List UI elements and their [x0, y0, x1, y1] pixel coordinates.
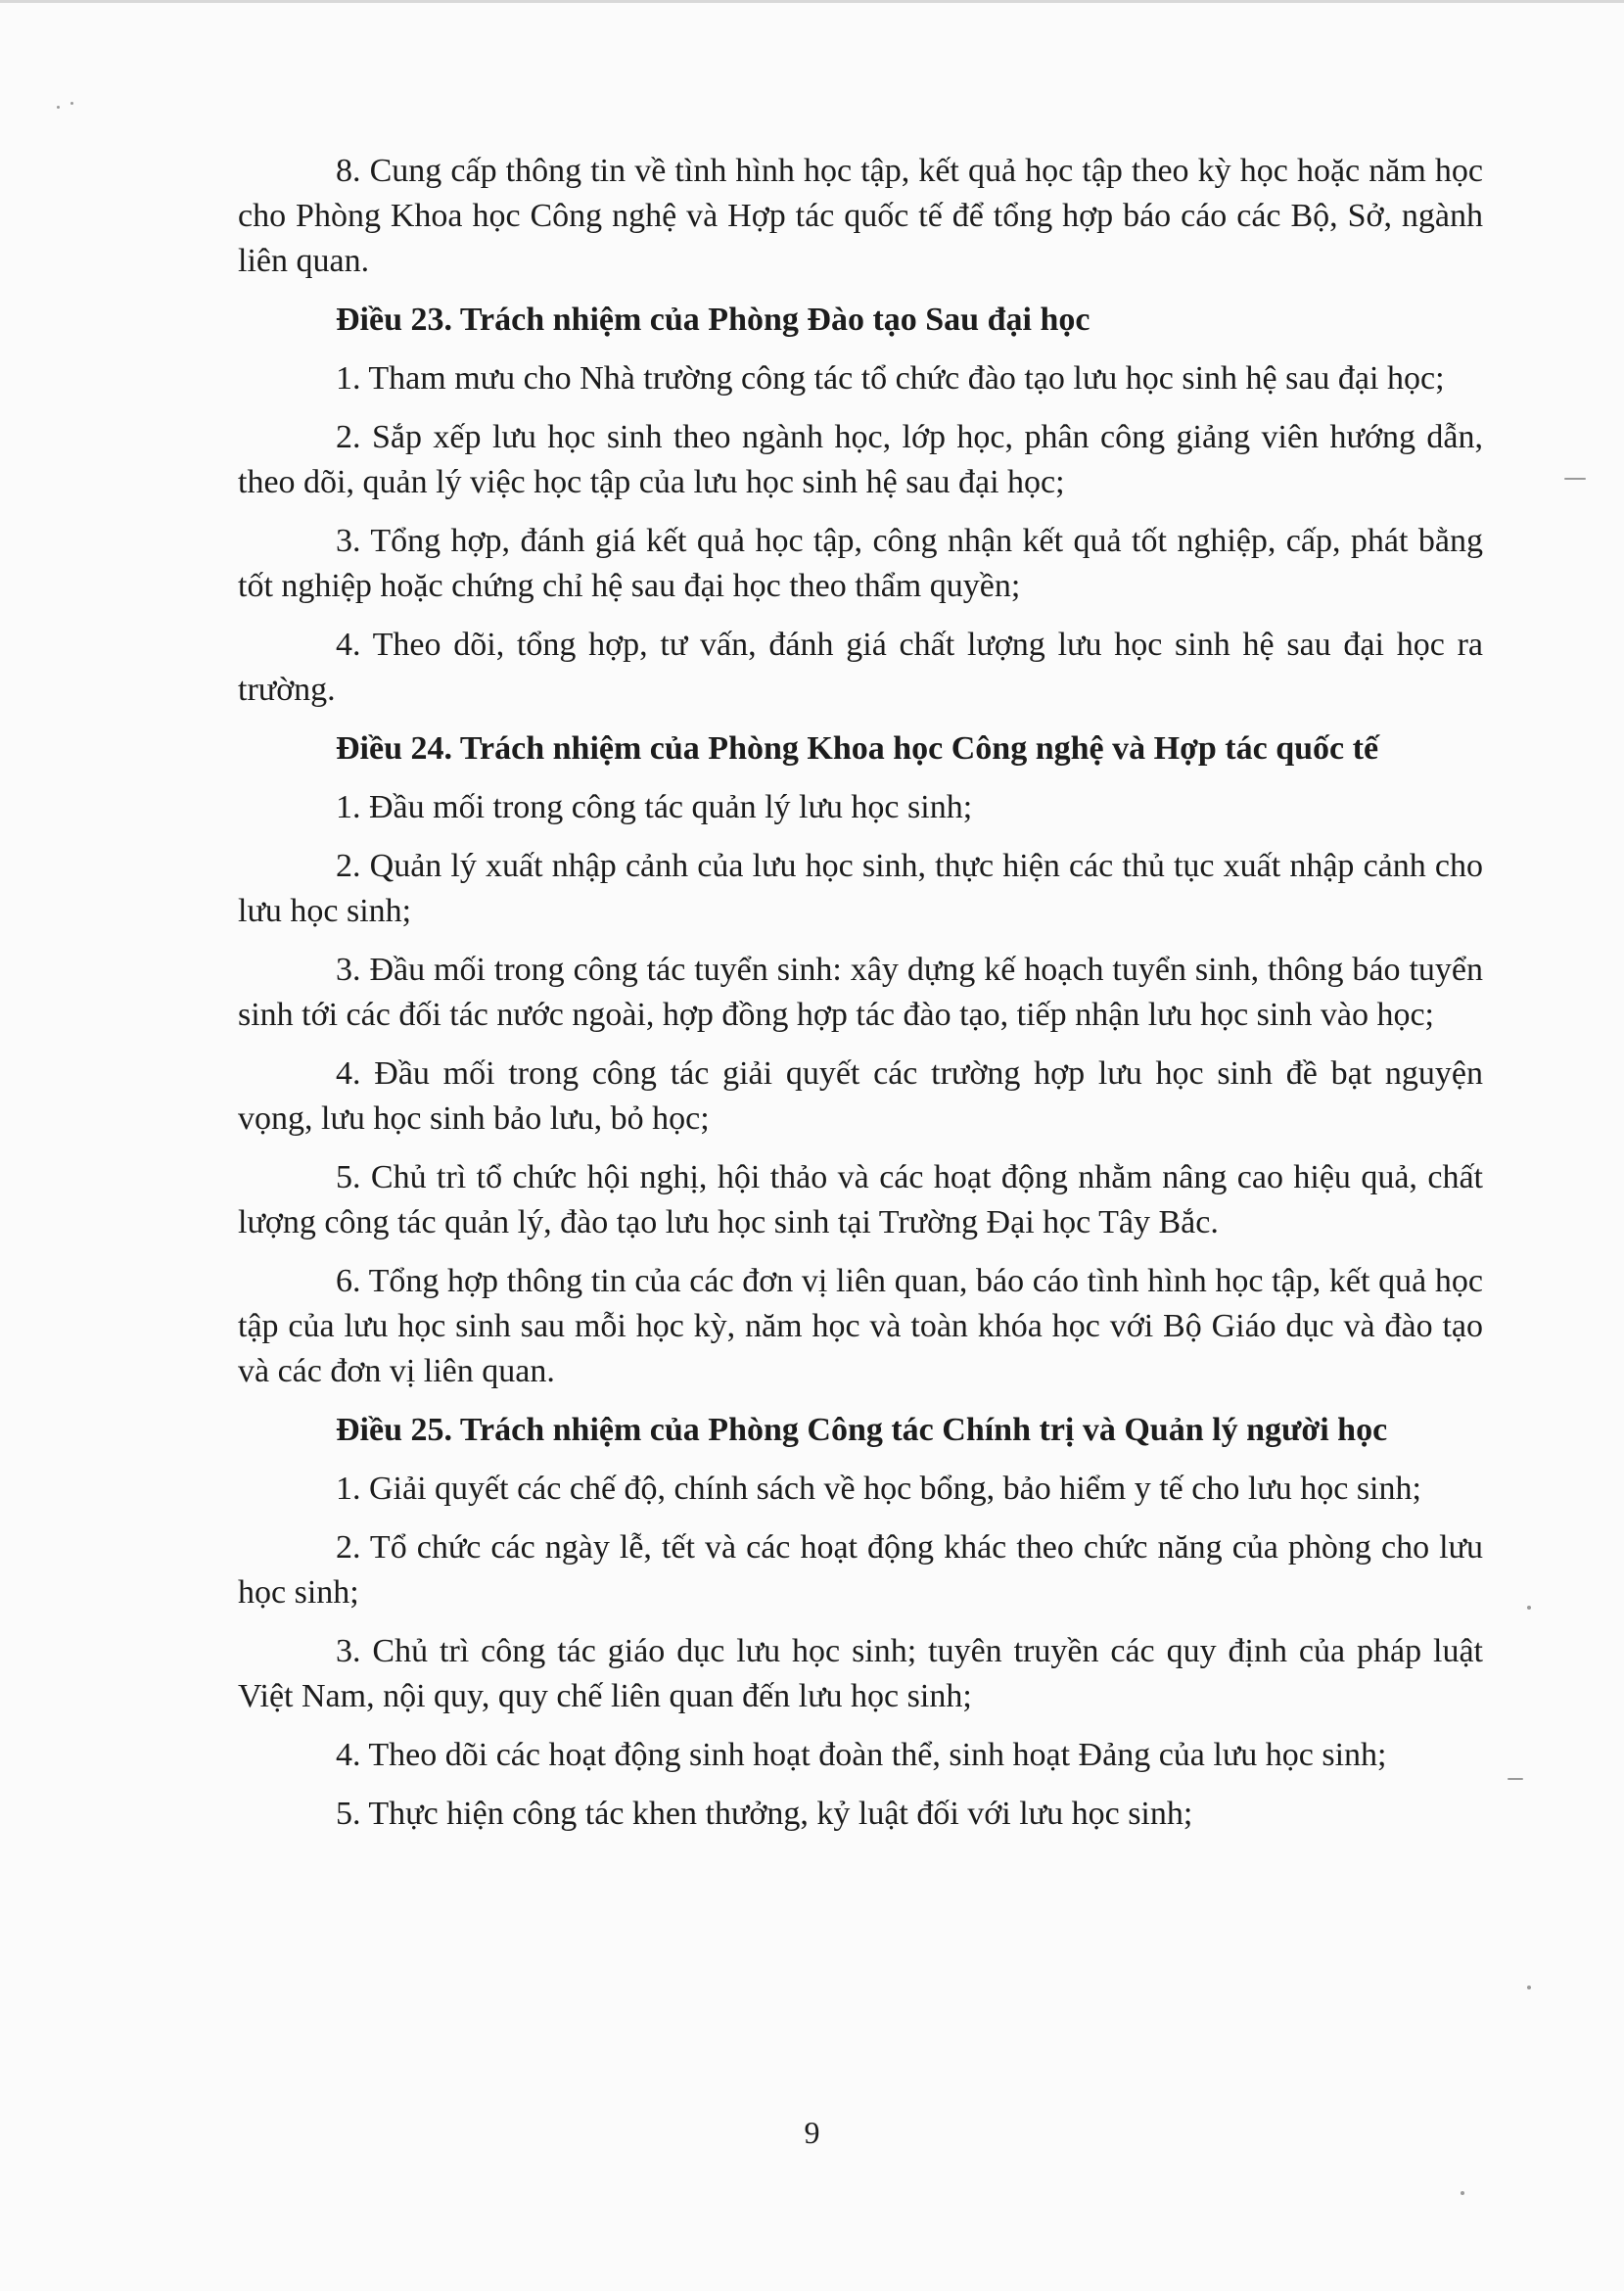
- scan-speck: [1527, 1606, 1531, 1610]
- scan-speck: [1527, 1986, 1531, 1989]
- scan-speck: [1508, 1778, 1523, 1780]
- paragraph: 6. Tổng hợp thông tin của các đơn vị liên quan, báo cáo tình hình học tập, kết quả học tập của lưu học sinh sau mỗi học kỳ, năm học và toàn khóa học với Bộ Giáo dục và đào tạo và các đơn vị liên quan.: [238, 1263, 1483, 1389]
- article-heading: Điều 24. Trách nhiệm của Phòng Khoa học Công nghệ và Hợp tác quốc tế: [336, 730, 1379, 767]
- scan-speck: [57, 106, 60, 109]
- scan-speck: [70, 102, 73, 105]
- paragraph: 3. Tổng hợp, đánh giá kết quả học tập, công nhận kết quả tốt nghiệp, cấp, phát bằng tốt nghiệp hoặc chứng chỉ hệ sau đại học theo thẩm quyền;: [238, 523, 1483, 604]
- scan-speck: [1461, 2191, 1464, 2195]
- paragraph: 2. Quản lý xuất nhập cảnh của lưu học sinh, thực hiện các thủ tục xuất nhập cảnh cho lưu học sinh;: [238, 848, 1483, 929]
- scan-speck: [1564, 478, 1586, 480]
- paragraph: 4. Đầu mối trong công tác giải quyết các trường hợp lưu học sinh đề bạt nguyện vọng, lưu học sinh bảo lưu, bỏ học;: [238, 1055, 1483, 1137]
- page-number: 9: [804, 2115, 820, 2150]
- paragraph: 3. Đầu mối trong công tác tuyển sinh: xây dựng kế hoạch tuyển sinh, thông báo tuyển sinh tới các đối tác nước ngoài, hợp đồng hợp tác đào tạo, tiếp nhận lưu học sinh vào học;: [238, 952, 1483, 1033]
- paragraph: 4. Theo dõi, tổng hợp, tư vấn, đánh giá chất lượng lưu học sinh hệ sau đại học ra trường.: [238, 627, 1483, 708]
- paragraph: 1. Đầu mối trong công tác quản lý lưu học sinh;: [336, 789, 973, 825]
- paragraph: 5. Thực hiện công tác khen thưởng, kỷ luật đối với lưu học sinh;: [336, 1796, 1193, 1832]
- paragraph: 8. Cung cấp thông tin về tình hình học tập, kết quả học tập theo kỳ học hoặc năm học cho Phòng Khoa học Công nghệ và Hợp tác quốc tế để tổng hợp báo cáo các Bộ, Sở, ngành liên quan.: [238, 153, 1483, 279]
- paragraph: 2. Tổ chức các ngày lễ, tết và các hoạt động khác theo chức năng của phòng cho lưu học sinh;: [238, 1529, 1483, 1611]
- paragraph: 3. Chủ trì công tác giáo dục lưu học sinh; tuyên truyền các quy định của pháp luật Việt Nam, nội quy, quy chế liên quan đến lưu học sinh;: [238, 1633, 1483, 1714]
- article-heading: Điều 23. Trách nhiệm của Phòng Đào tạo Sau đại học: [336, 302, 1090, 338]
- article-heading: Điều 25. Trách nhiệm của Phòng Công tác Chính trị và Quản lý người học: [336, 1412, 1388, 1448]
- paragraph: 1. Tham mưu cho Nhà trường công tác tổ chức đào tạo lưu học sinh hệ sau đại học;: [336, 360, 1445, 397]
- paragraph: 4. Theo dõi các hoạt động sinh hoạt đoàn thể, sinh hoạt Đảng của lưu học sinh;: [336, 1737, 1387, 1773]
- scan-top-edge: [0, 0, 1624, 3]
- document-body: [238, 149, 1483, 1850]
- paragraph: 2. Sắp xếp lưu học sinh theo ngành học, lớp học, phân công giảng viên hướng dẫn, theo dõi, quản lý việc học tập của lưu học sinh hệ sau đại học;: [238, 419, 1483, 500]
- paragraph: 1. Giải quyết các chế độ, chính sách về học bổng, bảo hiểm y tế cho lưu học sinh;: [336, 1471, 1421, 1507]
- paragraph: 5. Chủ trì tổ chức hội nghị, hội thảo và các hoạt động nhằm nâng cao hiệu quả, chất lượng công tác quản lý, đào tạo lưu học sinh tại Trường Đại học Tây Bắc.: [238, 1159, 1483, 1240]
